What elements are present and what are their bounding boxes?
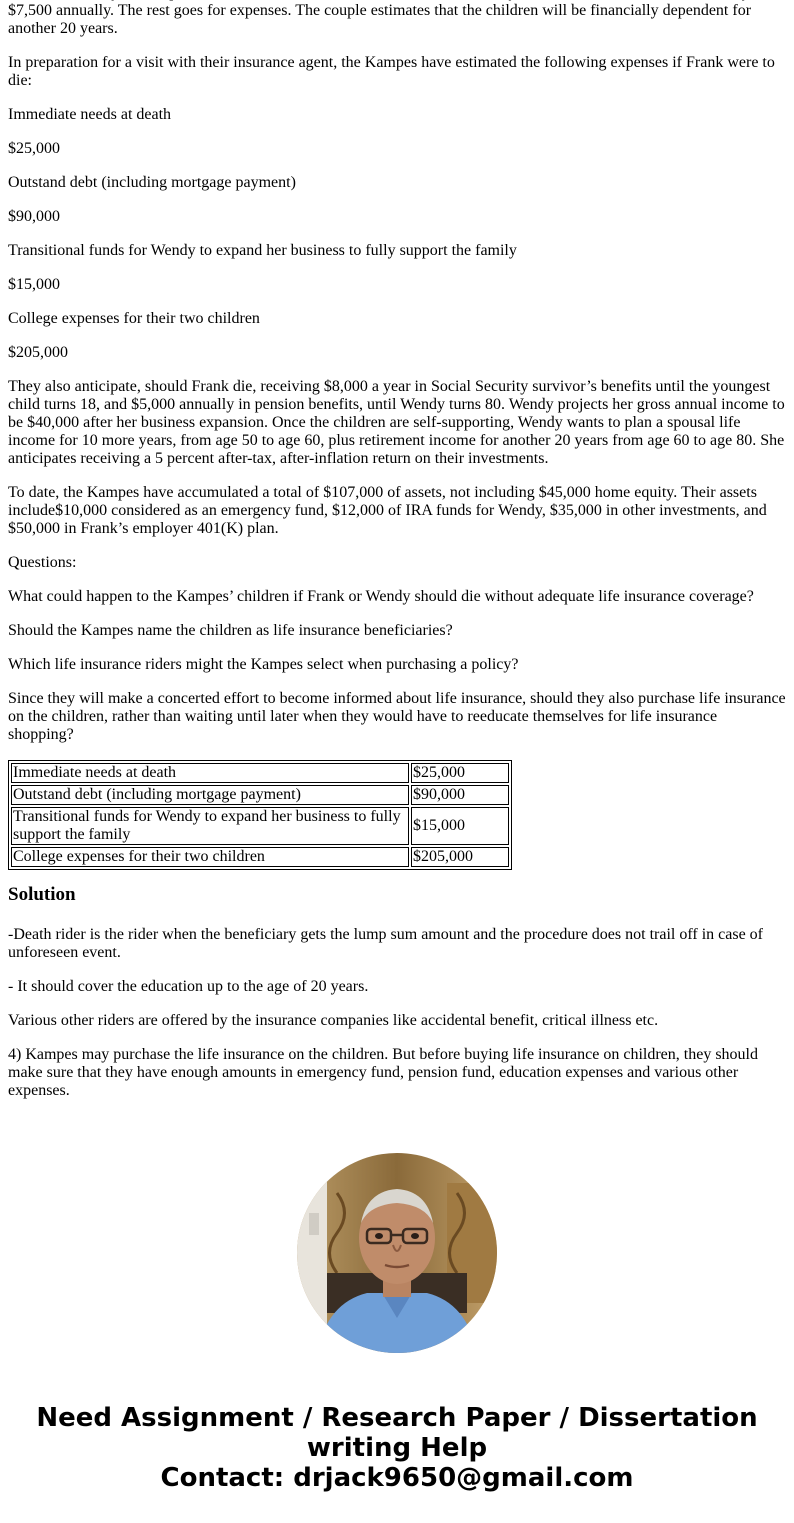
promo-banner <box>0 1403 794 1493</box>
author-photo-icon <box>297 1153 497 1353</box>
solution-paragraph: Various other riders are offered by the insurance companies like accidental benefit, critical illness etc. <box>8 1012 659 1029</box>
solution-paragraph: - It should cover the education up to the age of 20 years. <box>8 978 369 995</box>
promo-contact: Contact: drjack9650@gmail.com <box>160 1463 634 1493</box>
benefits-paragraph: They also anticipate, should Frank die, receiving $8,000 a year in Social Security survivor’s benefits until the youngest child turns 18, and $5,000 annually in pension benefits, until Wendy turns 80. Wendy projects her gross annual income to be $40,000 after her business expansion. Once the children are self-supporting, Wendy wants to plan a spousal life income for 10 more years, from age 50 to age 60, plus retirement income for another 20 years from age 60 to age 80. She anticipates receiving a 5 percent after-tax, after-inflation return on their investments. <box>8 378 785 467</box>
expense-item-amount: $90,000 <box>8 208 60 225</box>
question-3: Which life insurance riders might the Kampes select when purchasing a policy? <box>8 656 519 673</box>
table-cell-label: Transitional funds for Wendy to expand her business to fully support the family <box>11 807 409 845</box>
assets-paragraph: To date, the Kampes have accumulated a total of $107,000 of assets, not including $45,000 home equity. Their assets include$10,000 considered as an emergency fund, $12,000 of IRA funds for Wendy, $35,000 in other investments, and $50,000 in Frank’s employer 401(K) plan. <box>8 484 767 537</box>
table-cell-amount: $90,000 <box>411 785 509 805</box>
table-cell-label: Immediate needs at death <box>11 763 409 783</box>
table-cell-amount: $205,000 <box>411 847 509 867</box>
expense-item-amount: $205,000 <box>8 344 68 361</box>
table-row <box>11 785 509 805</box>
expense-item-label: Immediate needs at death <box>8 106 172 123</box>
table-row <box>11 847 509 867</box>
question-2: Should the Kampes name the children as life insurance beneficiaries? <box>8 622 453 639</box>
expense-item-label: Transitional funds for Wendy to expand her business to fully support the family <box>8 242 517 259</box>
solution-paragraph: 4) Kampes may purchase the life insurance on the children. But before buying life insurance on children, they should make sure that they have enough amounts in emergency fund, pension fund, education expenses and various other expenses. <box>8 1046 758 1099</box>
question-1: What could happen to the Kampes’ children if Frank or Wendy should die without adequate life insurance coverage? <box>8 588 754 605</box>
table-row <box>11 807 509 845</box>
table-row <box>11 763 509 783</box>
table-cell-label: Outstand debt (including mortgage payment) <box>11 785 409 805</box>
promo-headline: Need Assignment / Research Paper / Dissertation writing Help <box>36 1403 758 1463</box>
document-body <box>8 0 786 1116</box>
author-avatar-icon <box>297 1153 497 1353</box>
intro-paragraph: $7,500 annually. The rest goes for expenses. The couple estimates that the children will be financially dependent for another 20 years. <box>8 2 752 37</box>
solution-heading: Solution <box>8 884 76 905</box>
table-cell-amount: $25,000 <box>411 763 509 783</box>
expense-item-amount: $25,000 <box>8 140 60 157</box>
question-4: Since they will make a concerted effort to become informed about life insurance, should they also purchase life insurance on the children, rather than waiting until later when they would have to reeducate themselves for life insurance shopping? <box>8 690 786 743</box>
preparation-paragraph: In preparation for a visit with their insurance agent, the Kampes have estimated the following expenses if Frank were to die: <box>8 54 775 89</box>
questions-label: Questions: <box>8 554 77 571</box>
table-cell-amount: $15,000 <box>411 807 509 845</box>
table-cell-label: College expenses for their two children <box>11 847 409 867</box>
expense-item-label: College expenses for their two children <box>8 310 260 327</box>
solution-paragraph: -Death rider is the rider when the beneficiary gets the lump sum amount and the procedure does not trail off in case of unforeseen event. <box>8 926 764 961</box>
expense-item-label: Outstand debt (including mortgage payment) <box>8 174 296 191</box>
expenses-table <box>8 760 512 870</box>
expense-item-amount: $15,000 <box>8 276 60 293</box>
